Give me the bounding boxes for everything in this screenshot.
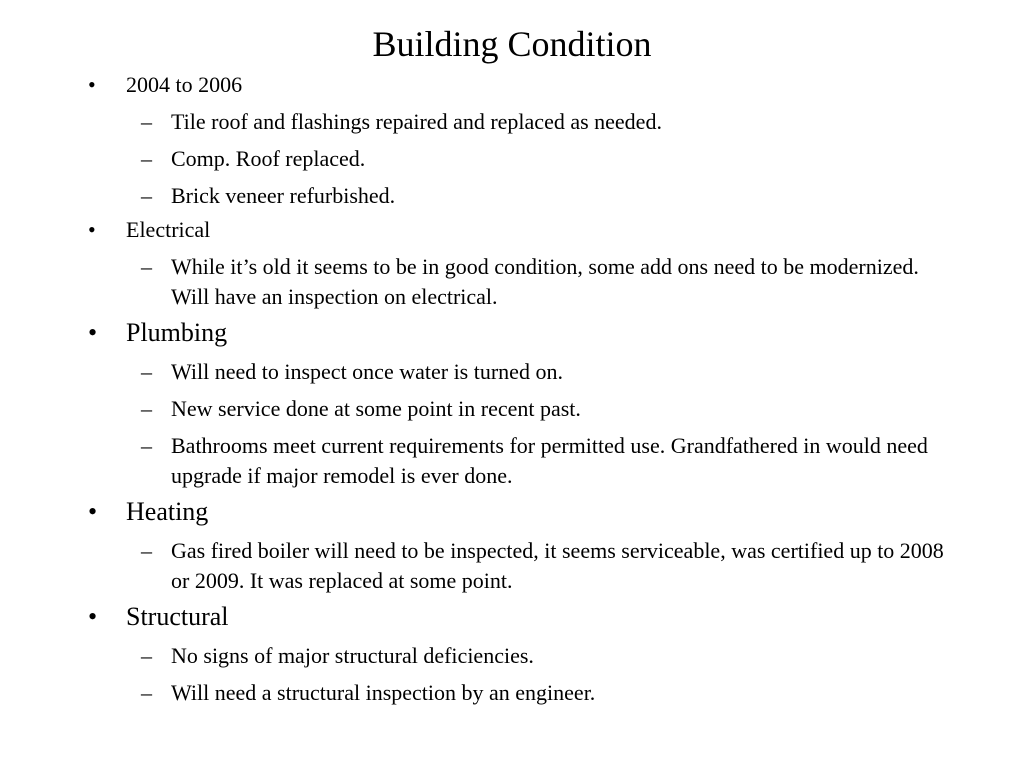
sub-item-text: Bathrooms meet current requirements for permitted use. Grandfathered in would need upgrade if major remodel is ever done. — [171, 433, 928, 488]
sub-item-text: Will need a structural inspection by an engineer. — [171, 680, 596, 705]
bullet-marker: • — [88, 318, 98, 347]
sub-item — [88, 144, 948, 174]
dash-marker: – — [141, 109, 152, 134]
slide-title: Building Condition — [372, 24, 652, 64]
dash-marker: – — [141, 680, 152, 705]
bullet-text: 2004 to 2006 — [126, 72, 243, 97]
sub-item — [88, 678, 948, 708]
dash-marker: – — [141, 254, 152, 279]
sub-item — [88, 394, 948, 424]
sub-item-text: Brick veneer refurbished. — [171, 183, 396, 208]
sub-item — [88, 181, 948, 211]
bullet-2004-to-2006 — [88, 70, 948, 100]
bullet-text: Plumbing — [126, 318, 228, 347]
bullet-plumbing — [88, 316, 948, 350]
dash-marker: – — [141, 146, 152, 171]
sub-item — [88, 536, 948, 596]
bullet-marker: • — [88, 72, 96, 97]
dash-marker: – — [141, 396, 152, 421]
bullet-text: Heating — [126, 497, 209, 526]
sub-item — [88, 252, 948, 312]
dash-marker: – — [141, 643, 152, 668]
bullet-structural — [88, 600, 948, 634]
bullet-text: Electrical — [126, 217, 211, 242]
sub-item — [88, 431, 948, 491]
dash-marker: – — [141, 183, 152, 208]
sub-item — [88, 107, 948, 137]
bullet-heating — [88, 495, 948, 529]
bullet-list — [88, 66, 948, 708]
dash-marker: – — [141, 359, 152, 384]
sub-item — [88, 641, 948, 671]
dash-marker: – — [141, 538, 152, 563]
sub-item-text: Tile roof and flashings repaired and replaced as needed. — [171, 109, 662, 134]
sub-item-text: While it’s old it seems to be in good condition, some add ons need to be modernized. Will have an inspection on electrical. — [171, 254, 919, 309]
bullet-electrical — [88, 215, 948, 245]
sub-item-text: New service done at some point in recent past. — [171, 396, 581, 421]
sub-item-text: No signs of major structural deficiencies. — [171, 643, 534, 668]
bullet-marker: • — [88, 602, 98, 631]
bullet-text: Structural — [126, 602, 229, 631]
bullet-marker: • — [88, 497, 98, 526]
sub-item — [88, 357, 948, 387]
dash-marker: – — [141, 433, 152, 458]
sub-item-text: Will need to inspect once water is turned on. — [171, 359, 563, 384]
sub-item-text: Gas fired boiler will need to be inspected, it seems serviceable, was certified up to 2008 or 2009. It was replaced at some point. — [171, 538, 944, 593]
bullet-marker: • — [88, 217, 96, 242]
sub-item-text: Comp. Roof replaced. — [171, 146, 366, 171]
